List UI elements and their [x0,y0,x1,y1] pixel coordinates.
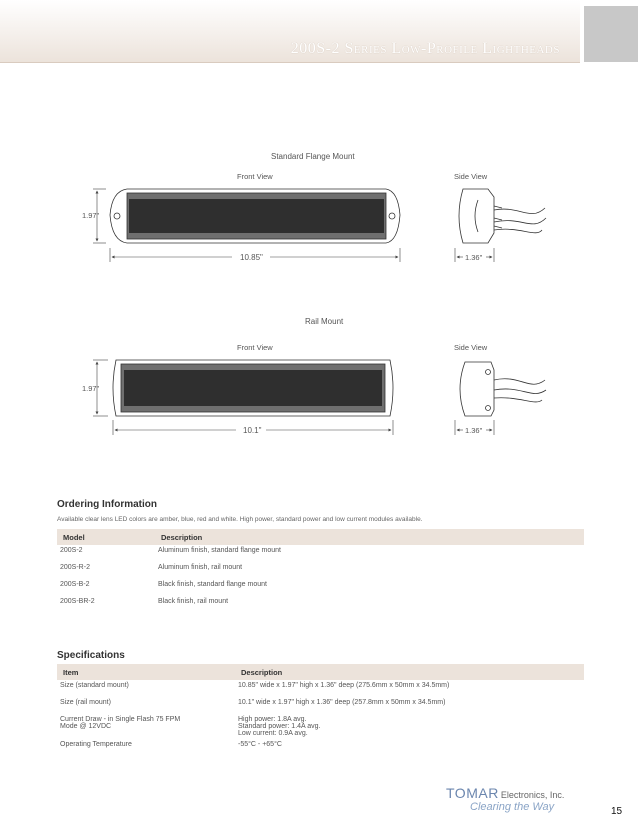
standard-mount-title: Standard Flange Mount [271,152,355,161]
standard-front-view [110,189,400,243]
availability-note: Available clear lens LED colors are amber, blue, red and white. High power, standard power and low current modules available. [57,516,423,523]
description-cell: Black finish, standard flange mount [158,581,267,588]
standard-front-view-label: Front View [237,172,273,181]
description-cell [235,714,584,739]
table-row [57,562,584,579]
brand-slogan: Clearing the Way [470,801,555,813]
specifications-title: Specifications [57,650,125,661]
column-header: Description [235,664,584,680]
rail-mount-title: Rail Mount [305,317,344,326]
column-header: Model [57,529,155,545]
table-row [57,739,584,756]
ordering-table [57,529,584,613]
model-cell: 200S-B-2 [60,581,90,588]
description-line: Standard power: 1.4A avg. [238,723,321,730]
rail-front-view-label: Front View [237,343,273,352]
standard-height-dim: 1.97" [82,211,100,220]
page-number: 15 [611,806,623,817]
description-cell: 10.1" wide x 1.97" high x 1.36" deep (257.8mm x 50mm x 34.5mm) [238,699,446,706]
description-cell: -55°C - +65°C [238,741,282,748]
table-header-row [57,664,584,680]
item-cell: Size (rail mount) [60,699,111,706]
column-header: Item [57,664,235,680]
standard-width-dim: 10.85" [240,253,263,262]
standard-depth-dim: 1.36" [465,253,483,262]
specifications-table [57,664,584,756]
brand-name: TOMAR [446,785,499,801]
brand-suffix: Electronics, Inc. [500,790,565,800]
standard-side-view [459,189,546,243]
table-row [57,596,584,613]
table-row [57,714,584,739]
rail-front-view [113,360,393,416]
table-header-row [57,529,584,545]
description-cell: Aluminum finish, rail mount [158,564,243,571]
rail-side-view [460,362,546,416]
table-row [57,697,584,714]
rail-side-view-label: Side View [454,343,488,352]
brand-logo [446,785,564,801]
model-cell: 200S-BR-2 [60,598,95,605]
ordering-title: Ordering Information [57,499,157,510]
description-line: Low current: 0.9A avg. [238,730,308,737]
table-row [57,579,584,596]
page-title: 200S-2 Series Low-Profile Lightheads [290,40,560,57]
model-cell: 200S-R-2 [60,564,90,571]
item-cell: Operating Temperature [60,741,132,748]
description-cell: Aluminum finish, standard flange mount [158,547,281,554]
description-cell: 10.85" wide x 1.97" high x 1.36" deep (275.6mm x 50mm x 34.5mm) [238,682,450,689]
table-row [57,680,584,697]
table-row [57,545,584,562]
model-cell: 200S-2 [60,547,83,554]
rail-depth-dim: 1.36" [465,426,483,435]
standard-side-view-label: Side View [454,172,488,181]
column-header: Description [155,529,584,545]
description-line: High power: 1.8A avg. [238,716,307,723]
rail-width-dim: 10.1" [243,426,262,435]
rail-height-dim: 1.97" [82,384,100,393]
description-cell: Black finish, rail mount [158,598,229,605]
item-cell: Size (standard mount) [60,682,129,689]
item-cell: Current Draw - in Single Flash 75 FPM Mode @ 12VDC [60,716,181,730]
